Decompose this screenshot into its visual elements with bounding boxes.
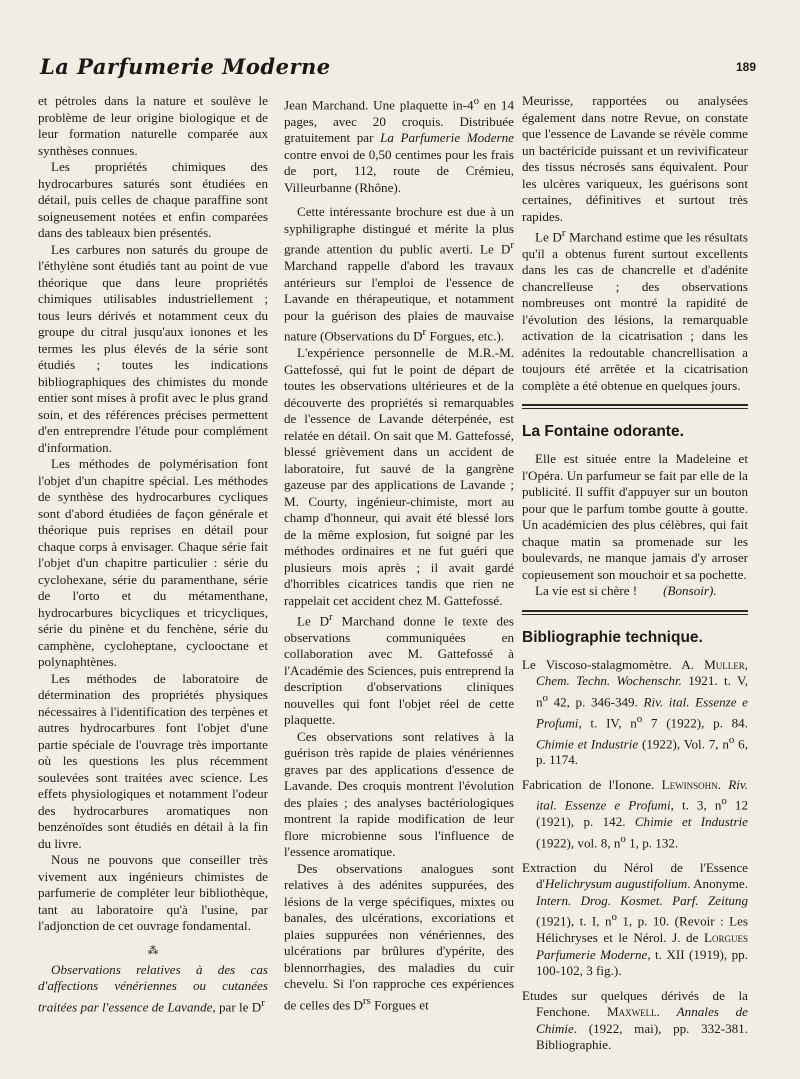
text-run: contre envoi de 0,50 centimes pour les frais de port, 112, route de Crémieu, Villeurbanne (Rhône). (284, 146, 514, 195)
text-run: Fabrication de l'Ionone. (522, 776, 662, 792)
journal-name: Parfumerie Moderne (536, 946, 648, 962)
superscript: o (473, 95, 480, 107)
page-number: 189 (735, 60, 756, 74)
text-run: (1921), t. I, n (536, 913, 612, 929)
author-name: Lewinsohn (661, 776, 718, 792)
text-run: Jean Marchand. Une plaquette in-4 (284, 97, 474, 113)
source-signature: (Bonsoir). (663, 583, 717, 599)
asterism-divider: ⁂ (147, 944, 159, 957)
species-name: Helichrysum augustifolium (544, 876, 688, 892)
paragraph (284, 93, 514, 196)
text-run: Marchand donne le texte des observations communiquées en collaboration avec M. Gattefossé à l'Académie des Sciences, puis entreprend la description d'observations cliniques nouvelles qui font l'objet réel de cette plaquette. (284, 613, 514, 728)
text-run: Marchand estime que les résultats qu'il a obtenus furent surtout excellents dans les cas de chancrelle et d'adénite chancrelleuse ; des observations nombreuses ont montré la rapidité de l'évolution des lésions, la remarquable activation de la cicatrisation ; dans les adénites la redoutable chancrellisation a toujours été arrêtée et la cicatrisation complète a été obtenue en quelques jours. (522, 229, 748, 393)
text-run: Etudes sur quelques dérivés de la Fenchone. (522, 987, 748, 1020)
bibliography-entry (522, 777, 748, 852)
text-run: 12 (1921), p. 142. (536, 797, 748, 830)
review-heading (38, 962, 268, 1016)
text-run: . Anonyme. (687, 876, 748, 892)
column-2 (284, 93, 514, 1014)
text-run: Le D (535, 229, 562, 245)
author-name: Muller (704, 656, 745, 672)
superscript: r (561, 227, 566, 239)
text-run: 1921. t. V, n (536, 673, 749, 710)
paragraph (284, 861, 514, 1014)
paragraph (284, 204, 514, 345)
bibliography-list (522, 657, 748, 1054)
superscript: r (510, 239, 514, 252)
paragraph: Elle est située entre la Madeleine et l'Opéra. Un parfumeur se fait par elle de la publicité. Il suffit d'appuyer sur un bouton pour que le parfum tombe goutte à goutte. Un académicien des plus célèbres, qui fait chaque matin sa promenade sur les boulevards, ne manque jamais d'y arroser copieusement son mouchoir et sa pochette. (522, 451, 748, 582)
paragraph: et pétroles dans la nature et soulève le problème de leur origine biologique et de leur formation naturelle comparée aux synthèses connues. (38, 93, 268, 158)
text-run: , t. XII (1919), pp. 100-102, 3 fig.). (536, 946, 748, 979)
page-header (40, 54, 756, 82)
text-run: Forgues et (370, 997, 429, 1013)
text-run: 7 (1922), p. 84. (642, 715, 749, 731)
text-run: (1922), Vol. 7, n (638, 735, 729, 751)
column-1 (38, 93, 268, 1015)
section-title-bibliographie: Bibliographie technique. (522, 628, 703, 646)
text-run: Le D (297, 613, 330, 629)
bibliography-entry (522, 657, 748, 769)
column-3 (522, 93, 748, 1062)
author-name: Lorgues (703, 930, 748, 946)
author-name: Maxwell (606, 1004, 657, 1020)
text-run: , (744, 656, 748, 672)
paragraph: Les carbures non saturés du groupe de l'éthylène sont étudiés tant au point de vue théorique que dans leure propriétés chimiques utilisables industriellement ; tous leurs dérivés et notamment ceux du groupe du citral jusqu'aux ionones et les termes les plus élevés de la série sont étudiés ; toutes les indications bibliographiques des chimistes du monde entier sont mises à profit avec le plus grand soin, et des références précises permettent d'en entreprendre l'étude pour complément d'information. (38, 241, 268, 455)
superscript: r (422, 326, 427, 339)
publication-name: La Parfumerie Moderne (380, 130, 514, 146)
journal-name: Chem. Techn. Wochenschr. (536, 673, 682, 689)
superscript: r (261, 996, 265, 1009)
paragraph (522, 225, 748, 394)
text-run: La vie est si chère ! (535, 583, 638, 599)
paragraph: Les méthodes de polymérisation font l'objet d'un chapitre spécial. Les méthodes de synthèse des hydrocarbures cycliques sont d'abord étudiées de façon générale et théorique puis reprises en détail pour chaque corps à envisager. Chaque série fait l'objet d'un chapitre particulier : série du cyclohexane, série du paramenthane, série de l'orto et du métamenthane, hydrocarbures bicycliques et tricycliques, série du pinène et du fenchène, série du camphène, cycloheptane, cyclooctane et polynaphtènes. (38, 456, 268, 669)
paragraph: Les méthodes de laboratoire de détermination des propriétés physiques nécessaires à l'identification des terpènes et autres hydrocarbures font l'objet d'une partie spéciale de l'ouvrage très importante où les questions les plus récemment soulevées sont traitées avec science. Les effets physiologiques et notamment l'odeur des hydrocarbures aromatiques non benzénoïdes sont étudiés en détail à la fin du livre. (38, 670, 268, 851)
text-run: 1, p. 10. (Revoir : Les Hélichryses et le Nérol. J. de (536, 913, 748, 946)
journal-title: La Parfumerie Moderne (40, 54, 331, 79)
text-run: , t. 3, n (670, 797, 722, 813)
review-heading-title: Observations relatives à des cas d'affections vénériennes ou cutanées traitées par l'essence de Lavande, (38, 961, 268, 1014)
paragraph: Ces observations sont relatives à la guérison très rapide de plaies vénériennes graves par des applications d'essence de Lavande. Des croquis montrent l'évolution des plaies ; des analyses bactériologiques montrent la rapide modification de leur flore microbienne sous l'influence de l'essence aromatique. (284, 728, 514, 860)
text-run: 42, p. 346-349. (548, 694, 644, 710)
paragraph: L'expérience personnelle de M.R.-M. Gattefossé, qui fut le point de départ de toutes les observations ultérieures et de la découverte des propriétés si remarquables de l'essence de Lavande déterpénée, est relatée en détail. On sait que M. Gattefossé, blessé grièvement dans un accident de laboratoire, fut sauvé de la gangrène gazeuse par des applications de Lavande ; M. Courty, ingénieur-chimiste, mort au champ d'honneur, qui avait été blessé lors de la même explosion, fut soigné par les méthodes ordinaires et ne fut guéri que plusieurs mois après ; il avait gardé d'horribles cicatrices tandis que rien ne rappelait cet accident chez M. Gattefossé. (284, 345, 514, 608)
paragraph: Meurisse, rapportées ou analysées également dans notre Revue, on constate que l'essence de Lavande se révèle comme un bactéricide puissant et un revivificateur des tissus nécrosés sans équivalent. Pour les ulcères variqueux, les guérisons sont certaines, définitives et surtout très rapides. (522, 93, 748, 224)
section-title-fontaine: La Fontaine odorante. (522, 423, 684, 441)
superscript: rs (362, 994, 371, 1007)
superscript: o (542, 691, 548, 704)
section-divider (522, 404, 748, 409)
superscript: r (329, 611, 333, 624)
journal-name: Annales de Chimie (536, 1004, 748, 1036)
review-heading-author: par le D (215, 998, 262, 1014)
text-run: en 14 pages, avec 20 croquis. Distribuée gratuitement par (284, 97, 515, 146)
section-divider (522, 610, 748, 615)
journal-name: Chimie et Industrie (536, 735, 639, 751)
superscript: o (611, 911, 617, 924)
paragraph: Nous ne pouvons que conseiller très vivement aux ingénieurs chimistes de parfumerie de compléter leur bibliothèque, tant au laboratoire qu'à l'usine, par l'adjonction de cet ouvrage fondamental. (38, 852, 268, 933)
superscript: o (636, 712, 643, 725)
text-run: Extraction du Nérol de l'Essence d' (522, 859, 748, 892)
journal-name: Intern. Drog. Kosmet. Parf. Zeitung (536, 892, 748, 908)
text-run: Forgues, etc.). (426, 328, 505, 344)
superscript: o (620, 832, 626, 845)
superscript: o (728, 733, 735, 746)
text-run: 6, p. 1174. (536, 735, 748, 768)
superscript: o (721, 795, 727, 808)
bibliography-entry (522, 988, 748, 1054)
text-run: . (1922, mai), pp. 332-381. Bibliographie. (536, 1020, 748, 1053)
text-run: Cette intéressante brochure est due à un syphiligraphe distingué et mérite la plus grande attention du public averti. Le D (284, 204, 514, 257)
text-run: . (656, 1004, 677, 1020)
text-run: (1922), vol. 8, n (536, 835, 621, 851)
paragraph (284, 609, 514, 729)
journal-name: Riv. ital. Essenze e Profumi (536, 694, 748, 731)
text-run: Des observations analogues sont relatives à des adénites suppurées, des lésions de la verge spécifiques, mixtes ou banales, des ulcérations, excoriations et plaies suppurées non vénériennes, des ulcérations par brûlures d'ypérite, des blennorrhagies, des maladies du cuir chevelu. Si l'on rapproche ces expériences de celles des D (284, 860, 514, 1013)
closing-line (522, 583, 748, 600)
text-run: . (717, 776, 729, 792)
text-run: 1, p. 132. (625, 835, 679, 851)
paragraph: Les propriétés chimiques des hydrocarbures saturés sont étudiées en détail, puis celles de chaque paraffine sont soigneusement notées et enfin comparées dans des tableaux bien présentés. (38, 159, 268, 240)
text-run: , t. IV, n (578, 715, 637, 731)
journal-name: Chimie et Industrie (634, 814, 748, 830)
text-run: Le Viscoso-stalagmomètre. A. (522, 656, 705, 672)
text-run: Marchand rappelle d'abord les travaux antérieurs sur l'emploi de l'essence de Lavande en thérapeutique, et notamment pour la guérison des plaies de mauvaise nature (Observations du D (284, 258, 514, 344)
bibliography-entry (522, 860, 748, 980)
journal-name: Riv. ital. Essenze e Profumi (536, 776, 748, 813)
